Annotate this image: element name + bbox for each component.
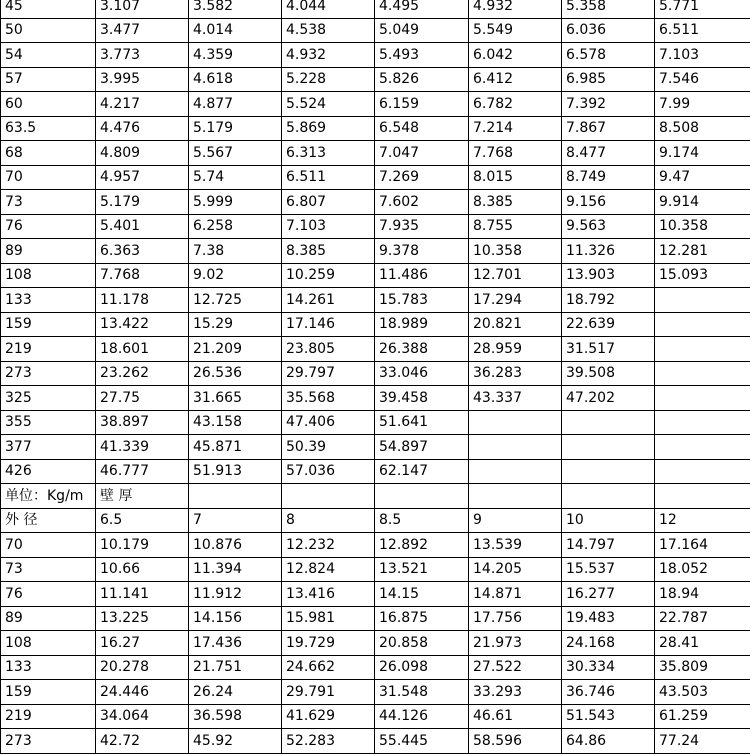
outer-diameter-cell: 70 [1,533,96,558]
weight-cell: 12 [655,508,750,533]
weight-cell: 31.517 [562,337,655,362]
weight-cell: 18.601 [96,337,189,362]
weight-cell: 7.99 [655,92,750,117]
weight-cell: 28.959 [469,337,562,362]
unit-header-row [1,484,750,509]
table-row [1,312,750,337]
weight-cell: 35.809 [655,655,750,680]
weight-cell: 10.66 [96,557,189,582]
weight-cell: 30.334 [562,655,655,680]
weight-cell: 19.729 [282,631,375,656]
weight-cell: 6.511 [655,18,750,43]
weight-cell: 24.168 [562,631,655,656]
weight-cell: 6.412 [469,67,562,92]
weight-cell [469,410,562,435]
weight-cell: 47.202 [562,386,655,411]
weight-cell: 55.445 [375,729,469,754]
weight-cell: 27.75 [96,386,189,411]
weight-cell: 26.098 [375,655,469,680]
outer-diameter-cell: 89 [1,239,96,264]
weight-cell [469,435,562,460]
outer-diameter-cell: 108 [1,263,96,288]
weight-cell: 3.582 [189,0,282,18]
weight-cell: 7.392 [562,92,655,117]
weight-cell: 4.495 [375,0,469,18]
weight-cell [562,484,655,509]
outer-diameter-cell: 219 [1,337,96,362]
weight-cell: 50.39 [282,435,375,460]
weight-cell: 3.995 [96,67,189,92]
weight-cell: 17.436 [189,631,282,656]
table-row [1,165,750,190]
weight-cell: 4.957 [96,165,189,190]
weight-cell: 4.618 [189,67,282,92]
weight-cell: 6.985 [562,67,655,92]
weight-cell: 6.782 [469,92,562,117]
weight-cell: 10.179 [96,533,189,558]
outer-diameter-cell: 76 [1,582,96,607]
weight-cell [655,312,750,337]
weight-cell: 9.174 [655,141,750,166]
weight-cell: 9 [469,508,562,533]
weight-cell: 12.281 [655,239,750,264]
weight-cell: 5.567 [189,141,282,166]
weight-cell: 45.871 [189,435,282,460]
weight-cell: 15.537 [562,557,655,582]
weight-cell: 13.539 [469,533,562,558]
outer-diameter-cell: 108 [1,631,96,656]
weight-cell: 31.548 [375,680,469,705]
table-row [1,214,750,239]
weight-cell: 5.826 [375,67,469,92]
weight-cell: 11.912 [189,582,282,607]
weight-cell: 15.093 [655,263,750,288]
weight-cell: 4.476 [96,116,189,141]
weight-cell [562,410,655,435]
weight-cell: 6.313 [282,141,375,166]
weight-cell: 6.548 [375,116,469,141]
weight-cell: 17.756 [469,606,562,631]
weight-cell: 4.809 [96,141,189,166]
weight-cell: 18.94 [655,582,750,607]
weight-cell: 8.755 [469,214,562,239]
weight-cell: 12.232 [282,533,375,558]
weight-cell: 44.126 [375,704,469,729]
column-header-row [1,508,750,533]
table-row [1,288,750,313]
outer-diameter-cell: 133 [1,288,96,313]
outer-diameter-cell: 外 径 [1,508,96,533]
weight-cell: 22.787 [655,606,750,631]
table-row [1,410,750,435]
outer-diameter-cell: 273 [1,361,96,386]
outer-diameter-cell: 273 [1,729,96,754]
weight-cell: 15.981 [282,606,375,631]
table-row [1,655,750,680]
weight-cell [655,435,750,460]
weight-cell: 15.783 [375,288,469,313]
weight-cell: 46.61 [469,704,562,729]
weight-cell [469,459,562,484]
weight-cell: 3.477 [96,18,189,43]
weight-cell: 22.639 [562,312,655,337]
weight-cell: 5.049 [375,18,469,43]
table-row [1,680,750,705]
outer-diameter-cell: 57 [1,67,96,92]
weight-cell [655,386,750,411]
weight-cell: 27.522 [469,655,562,680]
weight-cell: 14.261 [282,288,375,313]
outer-diameter-cell: 70 [1,165,96,190]
weight-cell: 8.385 [469,190,562,215]
weight-cell: 26.536 [189,361,282,386]
weight-cell: 12.725 [189,288,282,313]
weight-cell: 7.214 [469,116,562,141]
weight-cell: 21.973 [469,631,562,656]
table-row [1,67,750,92]
weight-cell: 17.164 [655,533,750,558]
weight-cell: 9.914 [655,190,750,215]
weight-cell: 10.876 [189,533,282,558]
weight-cell: 4.359 [189,43,282,68]
outer-diameter-cell: 89 [1,606,96,631]
weight-cell: 11.394 [189,557,282,582]
weight-cell: 6.258 [189,214,282,239]
weight-cell: 36.746 [562,680,655,705]
weight-cell: 46.777 [96,459,189,484]
weight-cell: 7.546 [655,67,750,92]
weight-cell: 47.406 [282,410,375,435]
weight-cell: 19.483 [562,606,655,631]
weight-cell [562,459,655,484]
outer-diameter-cell: 68 [1,141,96,166]
outer-diameter-cell: 50 [1,18,96,43]
weight-cell: 3.773 [96,43,189,68]
outer-diameter-cell: 133 [1,655,96,680]
weight-cell: 12.701 [469,263,562,288]
weight-cell: 61.259 [655,704,750,729]
table-row [1,116,750,141]
weight-cell: 34.064 [96,704,189,729]
weight-cell: 20.278 [96,655,189,680]
weight-cell: 7.103 [282,214,375,239]
table-row [1,606,750,631]
weight-cell: 33.046 [375,361,469,386]
weight-cell: 5.869 [282,116,375,141]
weight-cell: 64.86 [562,729,655,754]
outer-diameter-cell: 159 [1,680,96,705]
weight-cell: 7.768 [96,263,189,288]
weight-cell: 23.262 [96,361,189,386]
weight-cell: 4.217 [96,92,189,117]
outer-diameter-cell: 60 [1,92,96,117]
weight-cell [655,288,750,313]
weight-cell: 14.15 [375,582,469,607]
weight-cell [562,435,655,460]
table-row [1,239,750,264]
weight-cell: 58.596 [469,729,562,754]
weight-cell: 36.598 [189,704,282,729]
table-row [1,533,750,558]
weight-cell: 24.446 [96,680,189,705]
weight-cell: 62.147 [375,459,469,484]
weight-cell: 9.02 [189,263,282,288]
outer-diameter-cell: 73 [1,190,96,215]
weight-cell: 21.751 [189,655,282,680]
weight-cell: 8.015 [469,165,562,190]
weight-cell: 13.521 [375,557,469,582]
table-body [1,0,750,753]
weight-cell: 3.107 [96,0,189,18]
weight-cell: 9.47 [655,165,750,190]
weight-cell: 29.797 [282,361,375,386]
weight-cell: 5.74 [189,165,282,190]
weight-cell: 6.511 [282,165,375,190]
weight-cell [655,337,750,362]
weight-cell: 57.036 [282,459,375,484]
weight-cell: 16.875 [375,606,469,631]
table-row [1,361,750,386]
weight-cell: 11.178 [96,288,189,313]
weight-cell: 11.486 [375,263,469,288]
weight-cell: 4.877 [189,92,282,117]
weight-cell: 26.388 [375,337,469,362]
table-row [1,582,750,607]
table-row [1,0,750,18]
weight-cell: 6.363 [96,239,189,264]
weight-cell: 12.892 [375,533,469,558]
weight-cell: 41.339 [96,435,189,460]
weight-cell: 10.259 [282,263,375,288]
weight-cell: 39.458 [375,386,469,411]
weight-cell: 42.72 [96,729,189,754]
weight-cell: 14.797 [562,533,655,558]
weight-cell [469,484,562,509]
weight-cell: 6.042 [469,43,562,68]
weight-cell: 39.508 [562,361,655,386]
weight-cell: 20.858 [375,631,469,656]
weight-cell: 8 [282,508,375,533]
outer-diameter-cell: 63.5 [1,116,96,141]
weight-cell [189,484,282,509]
table-row [1,18,750,43]
weight-cell: 7.269 [375,165,469,190]
weight-cell: 26.24 [189,680,282,705]
table-row [1,704,750,729]
weight-cell [655,459,750,484]
table-row [1,459,750,484]
weight-cell: 6.159 [375,92,469,117]
weight-cell: 13.225 [96,606,189,631]
weight-cell: 5.179 [189,116,282,141]
weight-cell: 8.749 [562,165,655,190]
weight-cell: 5.549 [469,18,562,43]
weight-cell: 35.568 [282,386,375,411]
outer-diameter-cell: 单位：Kg/m [1,484,96,509]
weight-cell: 壁 厚 [96,484,189,509]
weight-cell: 4.044 [282,0,375,18]
weight-cell: 33.293 [469,680,562,705]
weight-cell: 41.629 [282,704,375,729]
weight-cell: 16.277 [562,582,655,607]
weight-cell: 5.228 [282,67,375,92]
table-row [1,263,750,288]
weight-cell: 18.792 [562,288,655,313]
weight-cell: 5.358 [562,0,655,18]
weight-cell: 45.92 [189,729,282,754]
weight-cell: 7.935 [375,214,469,239]
weight-cell: 43.337 [469,386,562,411]
table-row [1,337,750,362]
table-row [1,631,750,656]
weight-cell: 9.563 [562,214,655,239]
weight-cell: 13.422 [96,312,189,337]
weight-cell: 11.141 [96,582,189,607]
weight-cell: 36.283 [469,361,562,386]
weight-cell: 23.805 [282,337,375,362]
weight-cell [375,484,469,509]
weight-cell: 10.358 [469,239,562,264]
weight-cell: 12.824 [282,557,375,582]
weight-cell: 7.768 [469,141,562,166]
weight-cell: 10 [562,508,655,533]
outer-diameter-cell: 76 [1,214,96,239]
weight-cell: 7.103 [655,43,750,68]
weight-cell: 24.662 [282,655,375,680]
table-row [1,43,750,68]
weight-cell: 7.38 [189,239,282,264]
weight-cell: 15.29 [189,312,282,337]
outer-diameter-cell: 73 [1,557,96,582]
weight-cell: 31.665 [189,386,282,411]
weight-cell: 18.052 [655,557,750,582]
weight-cell: 7.047 [375,141,469,166]
weight-cell: 29.791 [282,680,375,705]
weight-cell: 13.416 [282,582,375,607]
weight-cell: 18.989 [375,312,469,337]
weight-cell: 51.913 [189,459,282,484]
weight-cell: 43.503 [655,680,750,705]
table-row [1,141,750,166]
table-row [1,435,750,460]
weight-cell: 28.41 [655,631,750,656]
weight-cell: 38.897 [96,410,189,435]
weight-cell: 4.538 [282,18,375,43]
outer-diameter-cell: 325 [1,386,96,411]
weight-cell: 5.179 [96,190,189,215]
weight-cell: 7 [189,508,282,533]
weight-cell: 4.932 [469,0,562,18]
weight-cell [282,484,375,509]
table-row [1,557,750,582]
weight-cell: 20.821 [469,312,562,337]
outer-diameter-cell: 426 [1,459,96,484]
weight-cell: 8.508 [655,116,750,141]
weight-cell: 8.385 [282,239,375,264]
weight-cell: 54.897 [375,435,469,460]
outer-diameter-cell: 54 [1,43,96,68]
table-row [1,729,750,754]
weight-cell: 7.867 [562,116,655,141]
weight-cell: 9.378 [375,239,469,264]
weight-cell: 8.477 [562,141,655,166]
weight-cell: 13.903 [562,263,655,288]
weight-cell [655,361,750,386]
weight-cell: 5.401 [96,214,189,239]
weight-cell [655,484,750,509]
weight-cell: 4.932 [282,43,375,68]
weight-cell: 43.158 [189,410,282,435]
weight-cell: 5.493 [375,43,469,68]
weight-cell: 8.5 [375,508,469,533]
weight-cell: 51.543 [562,704,655,729]
weight-cell: 11.326 [562,239,655,264]
weight-cell: 6.036 [562,18,655,43]
weight-cell: 5.524 [282,92,375,117]
weight-cell: 21.209 [189,337,282,362]
weight-cell: 51.641 [375,410,469,435]
table-row [1,92,750,117]
weight-cell: 16.27 [96,631,189,656]
outer-diameter-cell: 159 [1,312,96,337]
weight-cell: 52.283 [282,729,375,754]
outer-diameter-cell: 45 [1,0,96,18]
weight-cell: 5.999 [189,190,282,215]
weight-cell: 6.578 [562,43,655,68]
weight-cell: 14.205 [469,557,562,582]
weight-cell: 7.602 [375,190,469,215]
weight-cell: 6.807 [282,190,375,215]
weight-cell [655,410,750,435]
table-row [1,190,750,215]
weight-cell: 17.146 [282,312,375,337]
outer-diameter-cell: 377 [1,435,96,460]
outer-diameter-cell: 355 [1,410,96,435]
weight-cell: 4.014 [189,18,282,43]
weight-cell: 14.156 [189,606,282,631]
weight-cell: 10.358 [655,214,750,239]
weight-cell: 9.156 [562,190,655,215]
weight-cell: 6.5 [96,508,189,533]
weight-cell: 14.871 [469,582,562,607]
outer-diameter-cell: 219 [1,704,96,729]
table-row [1,386,750,411]
weight-cell: 5.771 [655,0,750,18]
weight-cell: 17.294 [469,288,562,313]
weight-cell: 77.24 [655,729,750,754]
